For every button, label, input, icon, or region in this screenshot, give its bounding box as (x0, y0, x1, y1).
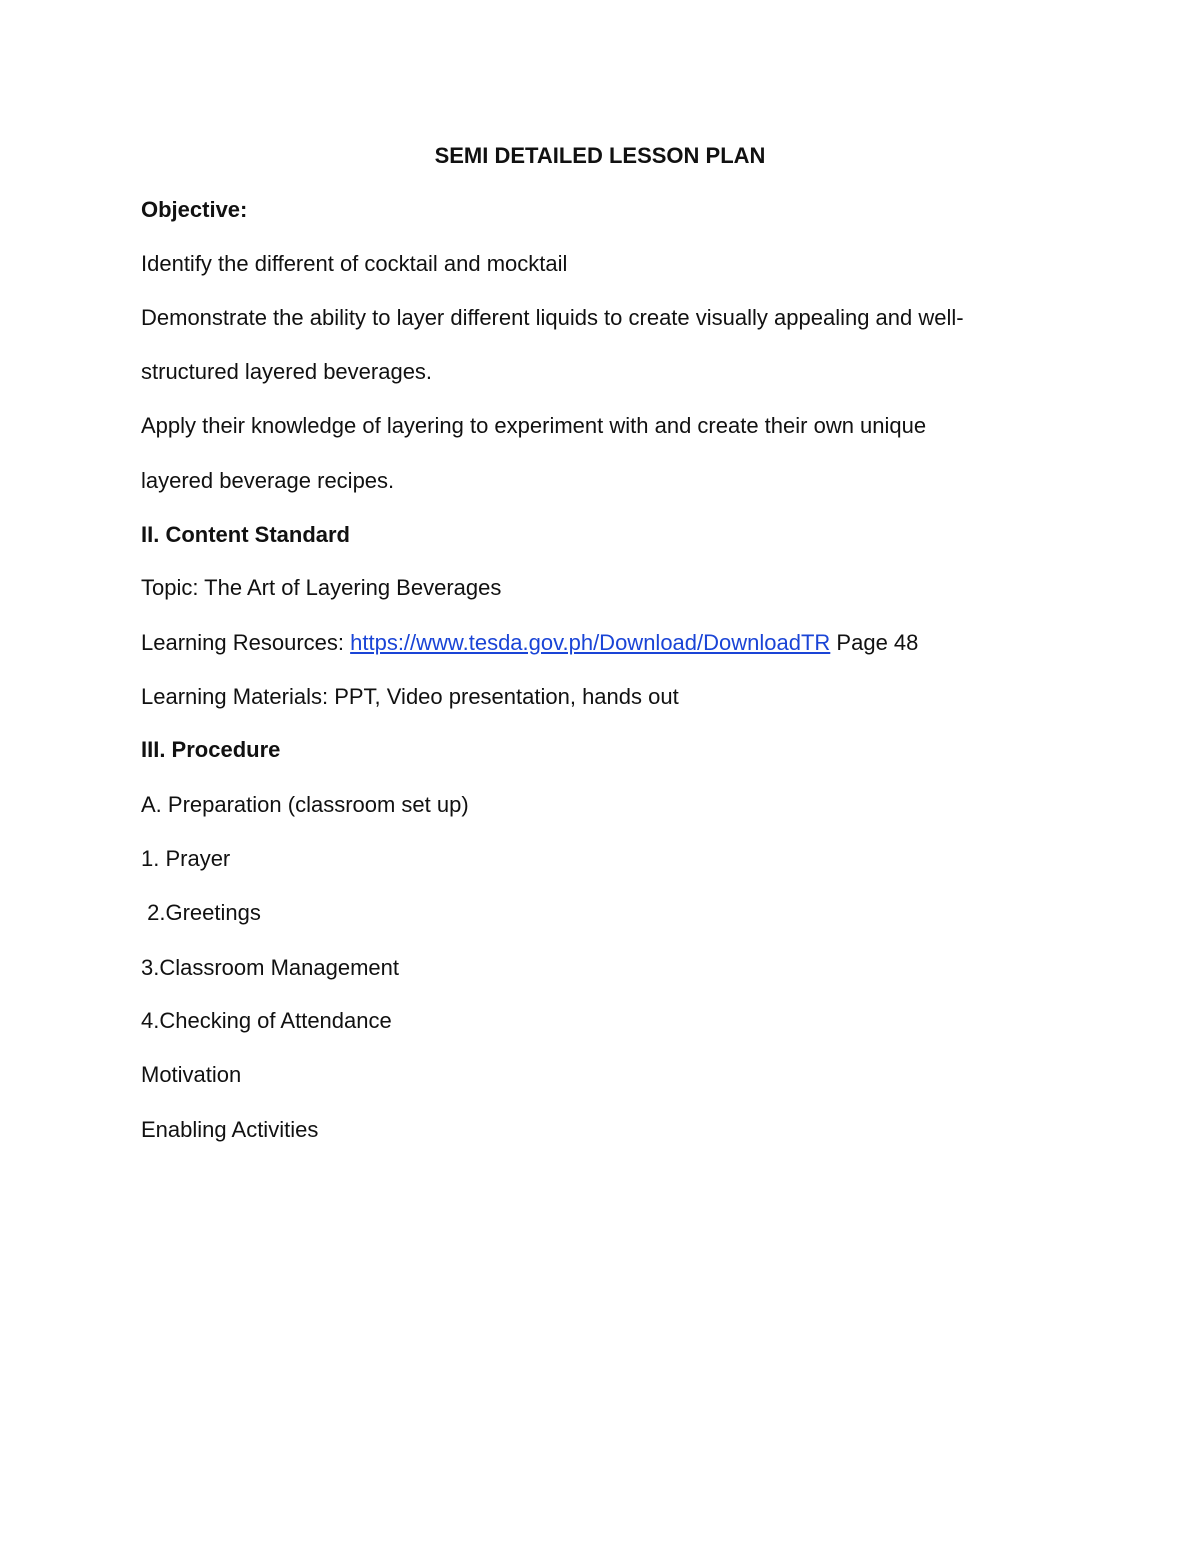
objective-item: Apply their knowledge of layering to experiment with and create their own unique (141, 413, 927, 438)
objective-item: Demonstrate the ability to layer different liquids to create visually appealing and well- (141, 305, 964, 330)
learning-resources-label: Learning Resources: (141, 630, 351, 655)
procedure-heading: III. Procedure (141, 737, 281, 762)
learning-resources-line (141, 629, 918, 657)
objective-heading: Objective: (141, 197, 248, 222)
procedure-item: Motivation (141, 1062, 242, 1087)
objective-item: structured layered beverages. (141, 359, 433, 384)
page-title: SEMI DETAILED LESSON PLAN (434, 143, 766, 168)
learning-resources-link[interactable]: https://www.tesda.gov.ph/Download/DownloadTR (350, 630, 831, 655)
content-standard-heading: II. Content Standard (141, 522, 350, 547)
procedure-item: 2.Greetings (141, 900, 261, 925)
topic-line: Topic: The Art of Layering Beverages (141, 575, 502, 600)
procedure-item: 4.Checking of Attendance (141, 1008, 392, 1033)
procedure-item: Enabling Activities (141, 1117, 319, 1142)
learning-resources-page: Page 48 (830, 630, 919, 655)
procedure-item: 1. Prayer (141, 846, 231, 871)
objective-item: Identify the different of cocktail and mocktail (141, 251, 568, 276)
procedure-item: 3.Classroom Management (141, 955, 400, 980)
procedure-item: A. Preparation (classroom set up) (141, 792, 469, 817)
objective-item: layered beverage recipes. (141, 468, 395, 493)
learning-materials-line: Learning Materials: PPT, Video presentation, hands out (141, 684, 679, 709)
